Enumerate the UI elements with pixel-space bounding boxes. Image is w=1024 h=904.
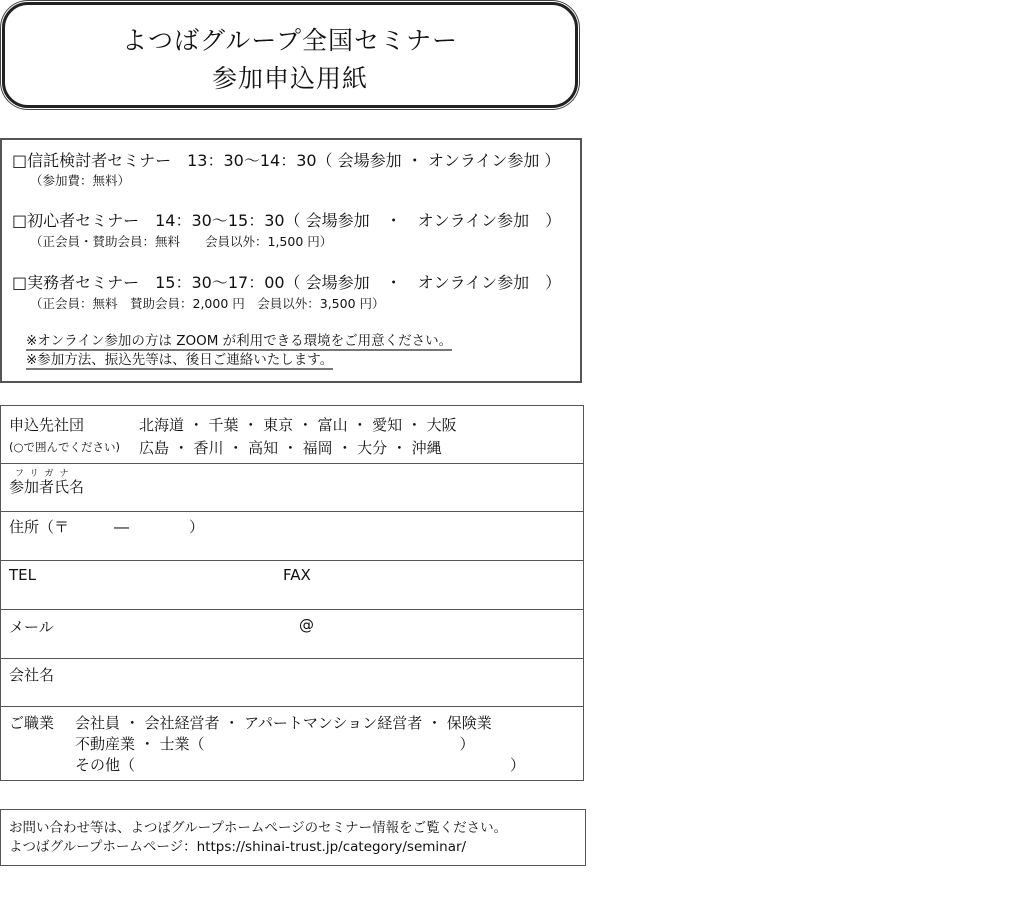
form-title: よつばグループ全国セミナー: [121, 26, 458, 55]
fax-label: FAX: [283, 566, 311, 584]
address-field[interactable]: [191, 516, 576, 556]
seminar-fee-note: （正会員・賛助会員：無料 会員以外：1,500 円）: [30, 234, 333, 249]
tel-field[interactable]: [51, 564, 271, 604]
group-options-row1[interactable]: 北海道 ・ 千葉 ・ 東京 ・ 富山 ・ 愛知 ・ 大阪: [139, 416, 457, 434]
address-label: 住所（〒 ― ）: [9, 518, 205, 536]
seminar-options-box: [0, 138, 582, 383]
group-hint: (○で囲んでください): [9, 440, 121, 454]
job-options-row3[interactable]: その他（ ）: [75, 756, 526, 774]
row-divider: [1, 609, 583, 610]
seminar-fee-note: （参加費：無料）: [30, 173, 131, 188]
name-label: 参加者氏名: [9, 478, 85, 496]
row-divider: [1, 511, 583, 512]
job-options-row1[interactable]: 会社員 ・ 会社経営者 ・ アパートマンション経営者 ・ 保険業: [75, 714, 492, 732]
homepage-url[interactable]: よつばグループホームページ：https://shinai-trust.jp/category/seminar/: [9, 839, 467, 855]
application-form: [0, 405, 584, 781]
title-box: [2, 2, 578, 108]
at-mark: @: [299, 616, 314, 634]
seminar-fee-note: （正会員：無料 賛助会員：2,000 円 会員以外：3,500 円）: [30, 296, 385, 311]
company-label: 会社名: [9, 666, 55, 684]
job-label: ご職業: [9, 714, 55, 732]
name-field[interactable]: [101, 468, 576, 506]
group-label: 申込先社団: [9, 416, 85, 434]
seminar-option-practitioner[interactable]: □実務者セミナー 15：30～17：00（ 会場参加 ・ オンライン参加 ）: [12, 273, 562, 292]
job-options-row2[interactable]: 不動産業 ・ 士業（ ）: [75, 735, 475, 753]
seminar-option-beginner[interactable]: □初心者セミナー 14：30～15：30（ 会場参加 ・ オンライン参加 ）: [12, 211, 562, 230]
contact-info-box: [0, 809, 586, 866]
row-divider: [1, 658, 583, 659]
company-field[interactable]: [71, 662, 576, 702]
row-divider: [1, 463, 583, 464]
tel-label: TEL: [9, 566, 36, 584]
contact-note: お問い合わせ等は、よつばグループホームページのセミナー情報をご覧ください。: [9, 820, 508, 836]
mail-label: メール: [9, 618, 54, 636]
notice-payment: ※参加方法、振込先等は、後日ご連絡いたします。: [26, 348, 333, 370]
group-options-row2[interactable]: 広島 ・ 香川 ・ 高知 ・ 福岡 ・ 大分 ・ 沖縄: [139, 439, 442, 457]
name-furigana: フリガナ: [15, 469, 75, 479]
row-divider: [1, 560, 583, 561]
seminar-option-trust[interactable]: □信託検討者セミナー 13：30～14：30（ 会場参加 ・ オンライン参加 ）: [12, 151, 561, 170]
notice-zoom: ※オンライン参加の方は ZOOM が利用できる環境をご用意ください。: [26, 329, 452, 351]
row-divider: [1, 706, 583, 707]
fax-field[interactable]: [323, 564, 578, 604]
mail-field[interactable]: [71, 613, 576, 653]
form-subtitle: 参加申込用紙: [211, 64, 368, 93]
